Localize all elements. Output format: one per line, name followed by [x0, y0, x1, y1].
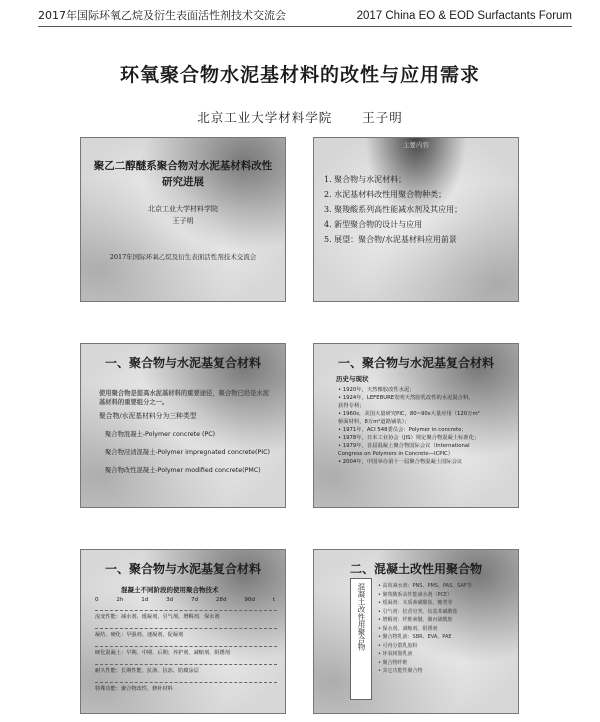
timeline-tick: 1d [141, 597, 149, 603]
stage-row: 耐久性能：长期性能、抗渗、抗冻、防腐涂层 [95, 664, 277, 674]
timeline-tick: 3d [166, 597, 174, 603]
timeline-tick: t [272, 597, 275, 603]
slide5-timeline [95, 597, 275, 603]
slide6-polymer-list [378, 582, 512, 676]
slide4-subhead: 历史与现状 [336, 375, 369, 383]
outline-item: 2. 水泥基材料改性用聚合物种类； [324, 190, 447, 199]
slide3-item-pc: 聚合物混凝土-Polymer concrete (PC) [105, 431, 216, 438]
history-item: • 1979年，首届混凝土聚合物国际会议（International [338, 443, 470, 449]
slide5-title: 一、聚合物与水泥基复合材料 [104, 562, 261, 576]
history-item: 获得专利； [338, 403, 365, 409]
slide1-title: 聚乙二醇醚系聚合物对水泥基材料改性研究进展 [93, 160, 273, 188]
polymer-item: • 高效减水剂：PNS、PMS、PAS、SAF等 [378, 583, 472, 589]
slide1-author: 王子明 [172, 217, 194, 225]
timeline-tick: 0 [95, 597, 99, 603]
history-item: • 1924年，LEFEBURE发明天然胶乳改性的水泥混合料， [338, 395, 474, 401]
header-conference-cn: 2017年国际环氧乙烷及衍生表面活性剂技术交流会 [38, 9, 286, 22]
timeline-tick: 28d [215, 597, 227, 603]
slide4-history-list [338, 386, 510, 466]
slide-modifier-polymers [313, 549, 519, 714]
slide2-header: 主要内容 [403, 141, 429, 149]
paper-byline [0, 108, 600, 126]
slide3-quote: 使用聚合物是提高水泥基材料的重要途径，聚合物已经是水泥基材料的重要组分之一。 [99, 390, 270, 406]
timeline-tick: 7d [190, 597, 199, 603]
slide3-item-pic: 聚合物浸渍混凝土-Polymer impregnated concrete(PIC) [105, 449, 270, 456]
stage-row: 流变性能：减水剂、缓凝剂、引气剂、增稠剂、保水剂 [95, 610, 277, 620]
polymer-item: • 其它功能性聚合物 [378, 668, 423, 674]
polymer-item: • 保水剂、减缩剂、阻锈剂 [378, 625, 438, 632]
author-affiliation: 北京工业大学材料学院 [197, 110, 333, 125]
timeline-tick: 2h [116, 597, 124, 603]
slide1-affiliation: 北京工业大学材料学院 [148, 205, 218, 213]
outline-item: 3. 聚羧酸系列高性能减水剂及其应用； [324, 205, 463, 214]
slide6-vertical-label-box [350, 578, 372, 700]
history-item: • 1920年，天然橡胶改性水泥； [338, 387, 415, 393]
slide3-title: 一、聚合物与水泥基复合材料 [104, 356, 261, 370]
slide6-title: 二、混凝土改性用聚合物 [349, 562, 482, 576]
history-item: 桥面材料，8万m²道路铺装）； [338, 419, 410, 425]
slide6-vertical-label: 混凝土改性用聚合物 [357, 583, 366, 651]
slide3-item-pmc: 聚合物改性混凝土-Polymer modified concrete(PMC) [105, 467, 261, 474]
slide3-intro: 聚合物/水泥基材料分为三种类型 [99, 412, 197, 420]
slide5-caption: 混凝土不同阶段的使用聚合物技术 [121, 586, 219, 594]
polymer-item: • 聚羧酸系高性能减水剂（PCE） [378, 591, 453, 598]
polymer-item: • 聚合物纤维 [378, 659, 408, 666]
slide2-outline-list [324, 172, 462, 247]
slide-title-card [80, 137, 286, 302]
outline-item: 4. 新型聚合物的设计与应用 [324, 220, 423, 229]
history-item: • 1978年，日本工业协会（JIS）规定聚合物混凝土标准化； [338, 435, 480, 441]
stage-row: 硬化混凝土：早期、中期、后期；养护剂、减缩剂、阻锈剂 [95, 646, 277, 656]
header-conference-en: 2017 China EO & EOD Surfactants Forum [356, 10, 572, 22]
slide-stage-technologies [80, 549, 286, 714]
page-header [38, 6, 572, 27]
history-item: • 2004年，中国举办第十一届聚合物混凝土国际会议 [338, 459, 463, 465]
outline-item: 5. 展望：聚合物/水泥基材料应用前景 [324, 235, 457, 244]
timeline-tick: 90d [244, 597, 255, 603]
slide4-title: 一、聚合物与水泥基复合材料 [337, 356, 494, 370]
paper-title: 环氧聚合物水泥基材料的改性与应用需求 [119, 64, 480, 86]
polymer-item: • 引气剂：松香皂类、烷基苯磺酸盐 [378, 608, 458, 615]
history-item: • 1960s，美国大量研究PIC，80~90s大量应用（120万m² [338, 411, 480, 417]
polymer-item: • 缓凝剂：木质素磺酸盐、糖类等 [378, 600, 453, 606]
polymer-item: • 聚合物乳液：SBR、EVA、PAE [378, 634, 452, 640]
polymer-item: • 可再分散乳胶粉 [378, 642, 418, 649]
polymer-item: • 环氧树脂乳液 [378, 651, 413, 657]
slide1-event: 2017年国际环氧乙烷及衍生表面活性剂技术交流会 [109, 253, 257, 261]
slide-composite-types [80, 343, 286, 508]
stage-row: 凝结、硬化：早强剂、速凝剂、促凝剂 [95, 628, 277, 638]
history-item: Congress on Polymers in Concrete—ICPIC） [338, 451, 454, 457]
slide-outline [313, 137, 519, 302]
outline-item: 1. 聚合物与水泥材料； [324, 175, 407, 184]
stage-row: 特殊功能：聚合物改性、修补材料 [95, 682, 277, 692]
polymer-item: • 增稠剂：纤维素醚、聚丙烯酰胺 [378, 617, 453, 623]
author-name: 王子明 [362, 110, 403, 125]
slide-history [313, 343, 519, 508]
history-item: • 1971年，ACI 548委员会：Polymer in concrete； [338, 427, 467, 433]
